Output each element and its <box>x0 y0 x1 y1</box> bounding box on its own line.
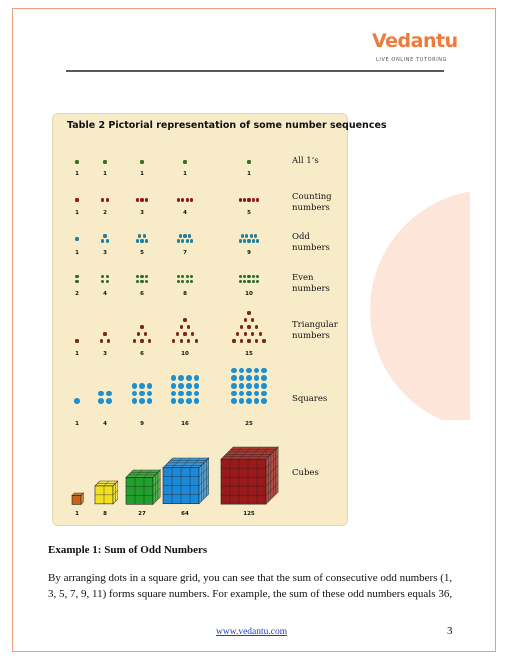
dot-r5-c3 <box>186 398 192 404</box>
dot-r4-c3 <box>187 325 190 328</box>
dot-r1-c3 <box>186 198 189 201</box>
dot-r2-c4 <box>239 239 242 242</box>
dot-r1-c4 <box>252 198 255 201</box>
dot-r3-c4 <box>243 280 246 283</box>
dot-r3-c3 <box>181 280 184 283</box>
row-label-even: Even numbers <box>292 273 330 294</box>
dot-r5-c4 <box>254 368 260 374</box>
dot-r5-c4 <box>261 375 267 381</box>
dot-r3-c3 <box>190 280 193 283</box>
dot-r5-c2 <box>132 398 138 404</box>
dot-r1-c3 <box>181 198 184 201</box>
dot-r1-c0 <box>75 198 78 201</box>
dot-r2-c2 <box>140 239 143 242</box>
dot-r5-c4 <box>231 375 237 381</box>
dot-r3-c4 <box>239 280 242 283</box>
dot-r3-c2 <box>145 275 148 278</box>
dot-r3-c3 <box>186 275 189 278</box>
dot-r3-c3 <box>177 280 180 283</box>
seq-value-r1-c4: 5 <box>247 210 251 216</box>
dot-r5-c4 <box>239 375 245 381</box>
dot-r4-c4 <box>251 332 254 335</box>
dot-r5-c4 <box>239 391 245 397</box>
dot-r3-c4 <box>247 275 250 278</box>
dot-r4-c3 <box>195 339 198 342</box>
dot-r3-c3 <box>190 275 193 278</box>
dot-r3-c2 <box>136 275 139 278</box>
dot-r2-c2 <box>136 239 139 242</box>
dot-r3-c0 <box>75 275 78 278</box>
dot-r3-c2 <box>136 280 139 283</box>
dot-r5-c4 <box>231 398 237 404</box>
dot-r4-c2 <box>148 339 151 342</box>
dot-r2-c4 <box>256 239 259 242</box>
dot-r4-c2 <box>137 332 140 335</box>
dot-r5-c3 <box>186 391 192 397</box>
seq-value-r3-c3: 8 <box>183 291 187 297</box>
dot-r5-c2 <box>132 391 138 397</box>
dot-r1-c4 <box>239 198 242 201</box>
dot-r4-c3 <box>183 318 186 321</box>
dot-r3-c2 <box>145 280 148 283</box>
logo-tagline: LIVE ONLINE TUTORING <box>376 57 448 63</box>
dot-r2-c4 <box>250 234 253 237</box>
dot-r4-c1 <box>103 332 106 335</box>
dot-r2-c3 <box>183 234 186 237</box>
dot-r5-c3 <box>171 375 177 381</box>
dot-r3-c4 <box>256 280 259 283</box>
dot-r4-c4 <box>255 339 258 342</box>
cube-r6-c0 <box>71 492 84 505</box>
dot-r5-c4 <box>231 391 237 397</box>
seq-value-r1-c0: 1 <box>75 210 79 216</box>
seq-value-r6-c2: 27 <box>138 511 146 517</box>
dot-r5-c3 <box>194 375 200 381</box>
dot-r3-c1 <box>101 275 104 278</box>
seq-value-r2-c3: 7 <box>183 250 187 256</box>
dot-r3-c2 <box>140 275 143 278</box>
dot-r5-c0 <box>74 398 80 404</box>
dot-r2-c2 <box>145 239 148 242</box>
dot-r5-c4 <box>246 398 252 404</box>
dot-r5-c4 <box>246 368 252 374</box>
seq-value-r6-c0: 1 <box>75 511 79 517</box>
dot-r5-c4 <box>261 383 267 389</box>
dot-r2-c3 <box>177 239 180 242</box>
dot-r3-c0 <box>75 280 78 283</box>
dot-r4-c4 <box>255 325 258 328</box>
dot-r4-c2 <box>133 339 136 342</box>
seq-value-r0-c0: 1 <box>75 171 79 177</box>
seq-value-r6-c4: 125 <box>243 511 255 517</box>
dot-r2-c4 <box>243 239 246 242</box>
dot-r3-c4 <box>252 275 255 278</box>
dot-r5-c4 <box>246 383 252 389</box>
dot-r4-c4 <box>232 339 235 342</box>
seq-value-r5-c4: 25 <box>245 421 253 427</box>
dot-r2-c3 <box>190 239 193 242</box>
dot-r5-c3 <box>171 398 177 404</box>
dot-r5-c3 <box>178 383 184 389</box>
dot-r5-c3 <box>171 391 177 397</box>
dot-r5-c4 <box>261 368 267 374</box>
dot-r3-c4 <box>243 275 246 278</box>
dot-r5-c4 <box>246 375 252 381</box>
seq-value-r6-c3: 64 <box>181 511 189 517</box>
dot-r0-c3 <box>183 160 186 163</box>
dot-r5-c4 <box>261 398 267 404</box>
dot-r1-c4 <box>243 198 246 201</box>
seq-value-r5-c0: 1 <box>75 421 79 427</box>
seq-value-r2-c0: 1 <box>75 250 79 256</box>
seq-value-r5-c1: 4 <box>103 421 107 427</box>
dot-r5-c3 <box>178 391 184 397</box>
dot-r4-c4 <box>247 325 250 328</box>
dot-r2-c3 <box>179 234 182 237</box>
seq-value-r2-c4: 9 <box>247 250 251 256</box>
seq-value-r4-c4: 15 <box>245 351 253 357</box>
dot-r4-c1 <box>107 339 110 342</box>
seq-value-r2-c1: 3 <box>103 250 107 256</box>
dot-r3-c4 <box>247 280 250 283</box>
row-label-triangular: Triangular numbers <box>292 320 338 341</box>
dot-r4-c2 <box>140 325 143 328</box>
logo-wordmark: Vedantu <box>372 30 458 52</box>
dot-r1-c3 <box>190 198 193 201</box>
seq-value-r3-c4: 10 <box>245 291 253 297</box>
seq-value-r6-c1: 8 <box>103 511 107 517</box>
dot-r5-c3 <box>186 375 192 381</box>
dot-r5-c4 <box>261 391 267 397</box>
dot-r5-c2 <box>139 398 145 404</box>
dot-r1-c4 <box>256 198 259 201</box>
dot-r5-c3 <box>194 391 200 397</box>
dot-r5-c2 <box>147 383 153 389</box>
dot-r3-c4 <box>256 275 259 278</box>
dot-r5-c2 <box>132 383 138 389</box>
row-label-cubes: Cubes <box>292 468 319 478</box>
dot-r4-c4 <box>244 318 247 321</box>
dot-r5-c2 <box>147 398 153 404</box>
row-label-odd: Odd numbers <box>292 232 330 253</box>
dot-r2-c1 <box>106 239 109 242</box>
seq-value-r1-c1: 2 <box>103 210 107 216</box>
dot-r5-c3 <box>171 383 177 389</box>
header-divider <box>66 70 444 72</box>
dot-r2-c4 <box>247 239 250 242</box>
figure-title: Table 2 Pictorial representation of some number sequences <box>67 120 387 131</box>
dot-r5-c4 <box>254 398 260 404</box>
dot-r4-c4 <box>247 311 250 314</box>
dot-r1-c1 <box>106 198 109 201</box>
dot-r2-c1 <box>103 234 106 237</box>
example-paragraph: By arranging dots in a square grid, you can see that the sum of consecutive odd numbers (1, 3, 5, 7, 9, 11) forms square numbers. For example, the sum of these odd numbers equals 36, <box>48 572 453 600</box>
footer-link[interactable]: www.vedantu.com <box>216 627 288 637</box>
dot-r2-c4 <box>245 234 248 237</box>
dot-r3-c3 <box>177 275 180 278</box>
dot-r5-c4 <box>231 383 237 389</box>
dot-r2-c3 <box>181 239 184 242</box>
dot-r2-c3 <box>188 234 191 237</box>
dot-r1-c3 <box>177 198 180 201</box>
dot-r5-c4 <box>239 383 245 389</box>
dot-r4-c4 <box>236 332 239 335</box>
cube-r6-c3 <box>162 457 210 505</box>
dot-r1-c2 <box>140 198 143 201</box>
dot-r3-c3 <box>186 280 189 283</box>
dot-r4-c4 <box>244 332 247 335</box>
dot-r5-c1 <box>98 398 104 404</box>
seq-value-r4-c2: 6 <box>140 351 144 357</box>
cube-r6-c2 <box>125 469 161 505</box>
dot-r3-c3 <box>181 275 184 278</box>
dot-r4-c3 <box>180 325 183 328</box>
dot-r0-c0 <box>75 160 78 163</box>
dot-r2-c1 <box>101 239 104 242</box>
dot-r4-c3 <box>187 339 190 342</box>
dot-r4-c1 <box>100 339 103 342</box>
dot-r3-c2 <box>140 280 143 283</box>
dot-r5-c1 <box>106 391 112 397</box>
dot-r4-c3 <box>180 339 183 342</box>
dot-r2-c4 <box>241 234 244 237</box>
dot-r4-c3 <box>183 332 186 335</box>
dot-r2-c2 <box>138 234 141 237</box>
seq-value-r0-c4: 1 <box>247 171 251 177</box>
cube-r6-c1 <box>94 480 119 505</box>
dot-r3-c4 <box>239 275 242 278</box>
dot-r4-c2 <box>140 339 143 342</box>
dot-r5-c2 <box>139 391 145 397</box>
dot-r5-c3 <box>178 375 184 381</box>
dot-r3-c1 <box>106 280 109 283</box>
dot-r3-c4 <box>252 280 255 283</box>
seq-value-r4-c1: 3 <box>103 351 107 357</box>
dot-r4-c4 <box>262 339 265 342</box>
dot-r4-c4 <box>247 339 250 342</box>
dot-r3-c1 <box>101 280 104 283</box>
dot-r3-c1 <box>106 275 109 278</box>
dot-r0-c4 <box>247 160 250 163</box>
seq-value-r4-c0: 1 <box>75 351 79 357</box>
dot-r1-c4 <box>247 198 250 201</box>
dot-r5-c4 <box>254 391 260 397</box>
dot-r5-c1 <box>98 391 104 397</box>
dot-r2-c0 <box>75 237 78 240</box>
dot-r4-c3 <box>191 332 194 335</box>
dot-r5-c3 <box>194 383 200 389</box>
seq-value-r3-c2: 6 <box>140 291 144 297</box>
seq-value-r1-c3: 4 <box>183 210 187 216</box>
seq-value-r5-c2: 9 <box>140 421 144 427</box>
seq-value-r0-c2: 1 <box>140 171 144 177</box>
dot-r5-c3 <box>178 398 184 404</box>
dot-r0-c1 <box>103 160 106 163</box>
seq-value-r2-c2: 5 <box>140 250 144 256</box>
dot-r4-c4 <box>259 332 262 335</box>
dot-r4-c4 <box>251 318 254 321</box>
dot-r4-c3 <box>176 332 179 335</box>
seq-value-r4-c3: 10 <box>181 351 189 357</box>
dot-r1-c1 <box>101 198 104 201</box>
dot-r5-c4 <box>231 368 237 374</box>
dot-r4-c4 <box>240 325 243 328</box>
row-label-ones: All 1’s <box>292 156 319 166</box>
dot-r5-c2 <box>139 383 145 389</box>
seq-value-r1-c2: 3 <box>140 210 144 216</box>
vedantu-logo <box>372 30 458 70</box>
seq-value-r3-c1: 4 <box>103 291 107 297</box>
dot-r4-c3 <box>172 339 175 342</box>
page-number: 3 <box>447 625 453 637</box>
seq-value-r5-c3: 16 <box>181 421 189 427</box>
dot-r5-c1 <box>106 398 112 404</box>
dot-r2-c3 <box>186 239 189 242</box>
cube-r6-c4 <box>220 446 279 505</box>
dot-r2-c4 <box>254 234 257 237</box>
dot-r4-c4 <box>240 339 243 342</box>
seq-value-r3-c0: 2 <box>75 291 79 297</box>
dot-r5-c4 <box>239 368 245 374</box>
dot-r5-c2 <box>147 391 153 397</box>
row-label-counting: Counting numbers <box>292 192 332 213</box>
dot-r5-c4 <box>239 398 245 404</box>
dot-r5-c3 <box>186 383 192 389</box>
seq-value-r0-c3: 1 <box>183 171 187 177</box>
example-heading: Example 1: Sum of Odd Numbers <box>48 544 208 556</box>
dot-r2-c2 <box>143 234 146 237</box>
dot-r1-c2 <box>136 198 139 201</box>
dot-r5-c4 <box>254 383 260 389</box>
dot-r2-c4 <box>252 239 255 242</box>
seq-value-r0-c1: 1 <box>103 171 107 177</box>
row-label-squares: Squares <box>292 394 328 404</box>
dot-r5-c4 <box>246 391 252 397</box>
dot-r5-c4 <box>254 375 260 381</box>
dot-r0-c2 <box>140 160 143 163</box>
dot-r5-c3 <box>194 398 200 404</box>
dot-r4-c0 <box>75 339 78 342</box>
dot-r4-c2 <box>144 332 147 335</box>
dot-r1-c2 <box>145 198 148 201</box>
